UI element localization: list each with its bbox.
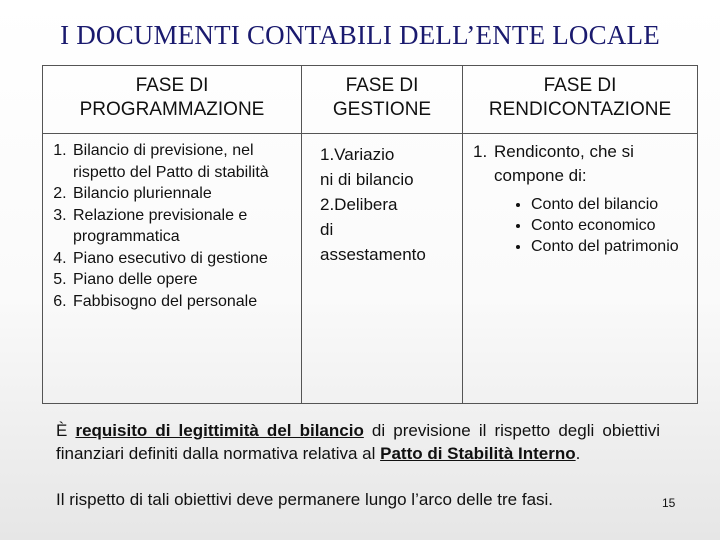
list-number: 1. bbox=[473, 142, 488, 161]
table-header-row bbox=[43, 66, 698, 134]
gestione-line: 2.Delibera bbox=[320, 195, 398, 214]
page-number: 15 bbox=[662, 496, 676, 510]
gestione-line: di bbox=[320, 220, 334, 239]
note-emphasis: Patto di Stabilità Interno bbox=[380, 444, 576, 463]
bullet-item: • Conto economico bbox=[531, 215, 693, 236]
list-item: 2. Bilancio pluriennale bbox=[71, 183, 293, 205]
header-programmazione bbox=[43, 66, 302, 134]
gestione-cell bbox=[302, 134, 463, 404]
list-item: 4. Piano esecutivo di gestione bbox=[71, 248, 293, 270]
rendiconto-line bbox=[473, 140, 693, 164]
rendiconto-line-2: compone di: bbox=[494, 166, 587, 185]
bullet-item: • Conto del patrimonio bbox=[531, 236, 693, 257]
header-gestione bbox=[302, 66, 463, 134]
note-text: . bbox=[575, 444, 581, 463]
closing-sentence: Il rispetto di tali obiettivi deve permanere lungo l’arco delle tre fasi. bbox=[56, 490, 554, 509]
gestione-line: ni di bilancio bbox=[320, 170, 414, 189]
programmazione-cell bbox=[43, 134, 302, 404]
header-line: PROGRAMMAZIONE bbox=[79, 99, 265, 120]
list-item: 3. Relazione previsionale e programmatica bbox=[71, 205, 293, 248]
page-title: I DOCUMENTI CONTABILI DELL’ENTE LOCALE bbox=[60, 20, 660, 50]
rendicontazione-bullets bbox=[473, 194, 693, 257]
legitimacy-note bbox=[56, 419, 660, 465]
note-emphasis: requisito di legittimità del bilancio bbox=[75, 421, 364, 440]
header-line: RENDICONTAZIONE bbox=[488, 99, 672, 120]
header-line: FASE DI bbox=[543, 75, 617, 96]
header-line: FASE DI bbox=[345, 75, 419, 96]
list-item: 6. Fabbisogno del personale bbox=[71, 291, 293, 313]
list-item: 5. Piano delle opere bbox=[71, 269, 293, 291]
rendiconto-text: Rendiconto, che si bbox=[494, 142, 634, 161]
gestione-line: 1.Variazio bbox=[320, 145, 395, 164]
programmazione-list bbox=[43, 134, 301, 312]
header-rendicontazione bbox=[463, 66, 698, 134]
bullet-item: • Conto del bilancio bbox=[531, 194, 693, 215]
header-line: GESTIONE bbox=[332, 99, 432, 120]
note-text: È bbox=[56, 421, 76, 440]
table-body-row bbox=[43, 134, 698, 404]
rendicontazione-cell bbox=[463, 134, 698, 404]
header-line: FASE DI bbox=[135, 75, 209, 96]
note-text: di previsione il rispetto degli obiettivi finanziari definiti dalla normativa relativa al bbox=[56, 421, 661, 463]
phases-table bbox=[42, 65, 698, 404]
gestione-line: assestamento bbox=[320, 245, 426, 264]
list-item: 1. Bilancio di previsione, nel rispetto del Patto di stabilità bbox=[71, 140, 293, 183]
